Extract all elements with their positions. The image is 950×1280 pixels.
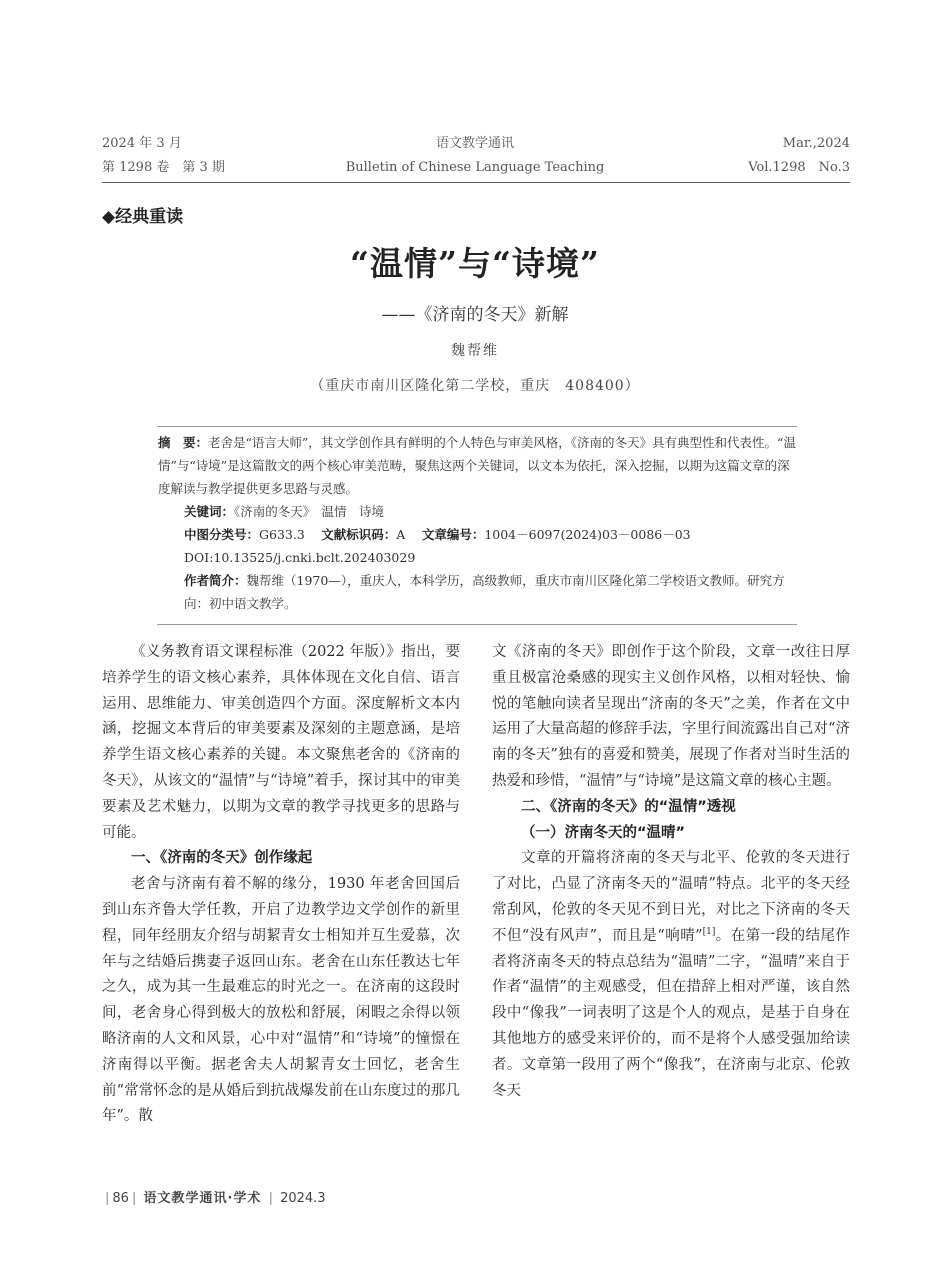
header-journal-en: Bulletin of Chinese Language Teaching [345, 160, 605, 175]
abstract-text: 老舍是“语言大师”，其文学创作具有鲜明的个人特色与审美风格，《济南的冬天》具有典型性和代表性。“温情”与“诗境”是这篇散文的两个核心审美范畴，聚焦这两个关键词，以文本为依托，深入挖掘，以期为这篇文章的深度解读与教学提供更多思路与灵感。 [158, 435, 796, 496]
section-heading: 一、《济南的冬天》创作缘起 [131, 850, 313, 867]
abstract-rule-bottom [157, 624, 797, 625]
paragraph-text: 文章的开篇将济南的冬天与北平、伦敦的冬天进行了对比，凸显了济南冬天的“温晴”特点。北平的冬天经常刮风，伦敦的冬天见不到日光，对比之下济南的冬天不但“没有风声”，而且是“响晴” [492, 850, 850, 944]
footer-divider: | [268, 1191, 273, 1206]
header-journal-cn: 语文教学通讯 [435, 136, 514, 151]
doi: DOI:10.13525/j.cnki.bclt.202403029 [184, 550, 416, 565]
clc-label: 中图分类号： [184, 527, 260, 542]
header-volume: 第 1298 卷 第 3 期 [102, 160, 225, 175]
article-subtitle: ——《济南的冬天》新解 [381, 305, 569, 325]
author-intro-label: 作者简介： [184, 573, 247, 588]
abstract-label: 摘 要： [158, 435, 209, 450]
article-no-label: 文章编号： [421, 527, 485, 542]
keywords [184, 500, 798, 523]
keywords-text: 《济南的冬天》 温情 诗境 [234, 504, 385, 519]
abstract-rule-top [157, 426, 797, 427]
classification [184, 523, 798, 546]
page-footer [102, 1187, 326, 1206]
body-right-column [492, 640, 850, 1104]
header-volume-en: Vol.1298 No.3 [748, 160, 850, 175]
footer-divider: | [105, 1191, 110, 1206]
abstract [158, 431, 798, 500]
article-author: 魏帮维 [451, 343, 499, 359]
paragraph: 文《济南的冬天》即创作于这个阶段，文章一改往日厚重且极富沧桑感的现实主义创作风格，以相对轻快、愉悦的笔触向读者呈现出“济南的冬天”之美，作者在文中运用了大量高超的修辞手法，字里行间流露出自己对“济南的冬天”独有的喜爱和赞美，展现了作者对当时生活的热爱和珍惜，“温情”与“诗境”是这篇文章的核心主题。 [492, 644, 850, 789]
article-title: “温情”与“诗境” [350, 244, 600, 283]
body-left-column [102, 640, 460, 1130]
header-date-en: Mar.,2024 [782, 136, 850, 151]
paragraph [492, 846, 850, 1104]
abstract-block [158, 431, 798, 615]
paragraph: 老舍与济南有着不解的缘分，1930 年老舍回国后到山东齐鲁大学任教，开启了边教学边文学创作的新里程，同年经朋友介绍与胡絜青女士相知并互生爱慕，次年与之结婚后携妻子返回山东。老舍在山东任教达七年之久，成为其一生最难忘的时光之一。在济南的这段时间，老舍身心得到极大的放松和舒展，闲暇之余得以领略济南的人文和风景，心中对“温情”和“诗境”的憧憬在济南得以平衡。据老舍夫人胡絜青女士回忆，老舍生前“常常怀念的是从婚后到抗战爆发前在山东度过的那几年”。散 [102, 876, 460, 1125]
page-number: 86 [112, 1191, 129, 1206]
clc-value: G633.3 [259, 527, 305, 542]
section-heading: 二、《济南的冬天》的“温情”透视 [521, 798, 736, 815]
section-tag: ◆经典重读 [102, 207, 184, 227]
doc-code-label: 文献标识码： [321, 527, 397, 542]
author-intro-text: 魏帮维（1970—），重庆人，本科学历，高级教师，重庆市南川区隆化第二学校语文教师。研究方向：初中语文教学。 [184, 573, 785, 611]
subsection-heading: （一）济南冬天的“温晴” [521, 824, 686, 841]
doc-code-value: A [396, 527, 406, 542]
author-intro [184, 569, 798, 615]
footer-divider: | [131, 1191, 137, 1206]
paragraph-text: 。在第一段的结尾作者将济南冬天的特点总结为“温晴”二字，“温晴”来自于作者“温情”的主观感受，但在措辞上相对严谨，该自然段中“像我”一词表明了这是个人的观点，是基于自身在其他地方的感受来评价的，而不是将个人感受强加给读者。文章第一段用了两个“像我”，在济南与北京、伦敦冬天 [492, 927, 851, 1099]
keywords-label: 关键词： [184, 504, 235, 519]
footer-journal: 语文教学通讯·学术 [143, 1191, 262, 1206]
footer-issue: 2024.3 [280, 1191, 326, 1206]
paragraph: 《义务教育语文课程标准（2022 年版）》指出，要培养学生的语文核心素养，具体体现在文化自信、语言运用、思维能力、审美创造四个方面。深度解析文本内涵，挖掘文本背后的审美要素及深刻的主题意涵，是培养学生语文核心素养的关键。本文聚焦老舍的《济南的冬天》，从该文的“温情”与“诗境”着手，探讨其中的审美要素及艺术魅力，以期为文章的教学寻找更多的思路与可能。 [102, 644, 460, 841]
article-no-value: 1004－6097(2024)03－0086－03 [484, 527, 691, 542]
article-affiliation: （重庆市南川区隆化第二学校，重庆 408400） [310, 378, 640, 394]
header-rule [102, 182, 850, 183]
citation-marker: [1] [702, 926, 716, 937]
header-date: 2024 年 3 月 [102, 136, 182, 151]
